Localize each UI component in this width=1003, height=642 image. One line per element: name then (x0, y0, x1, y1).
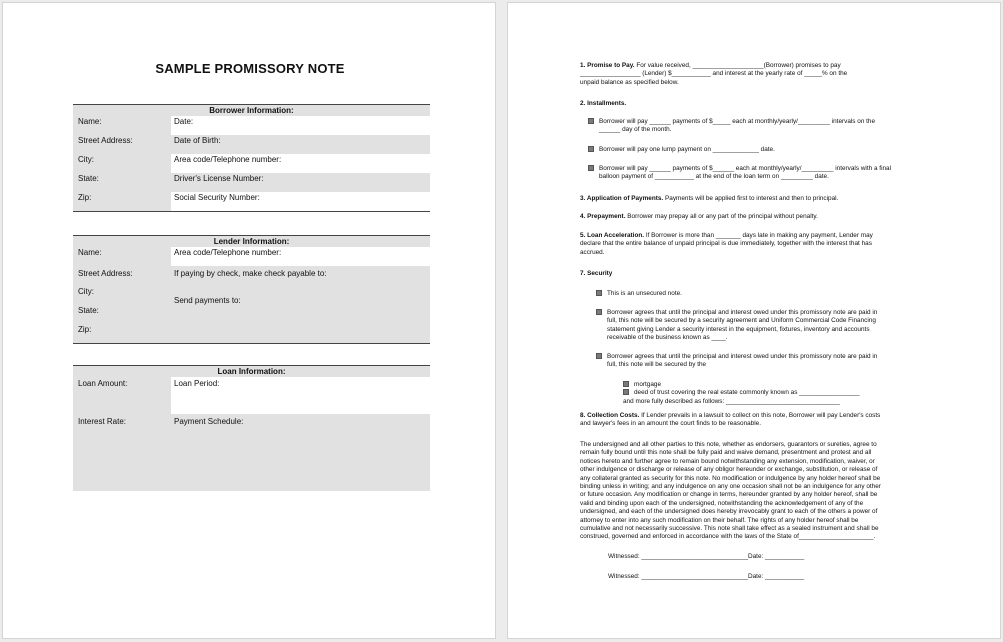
section-collection-costs (580, 412, 880, 429)
option-text: full, this note will be secured by a security agreement and Uniform Commercial Code Financing (607, 317, 876, 325)
installment-option-c (588, 165, 891, 182)
installment-option-b (588, 146, 775, 154)
checkbox-icon[interactable] (588, 165, 594, 171)
loan-period-label: Loan Period: (171, 377, 430, 414)
section-title: 3. Application of Payments. (580, 195, 664, 202)
paragraph-line: The undersigned and all other parties to this note, whether as endorsers, guarantors or sureties, agree to (580, 441, 877, 448)
lender-city-label: City: (78, 287, 94, 296)
lender-address-block (73, 266, 430, 344)
option-text: and more fully described as follows: ________________________________ (623, 397, 840, 405)
borrower-city-label: City: (73, 154, 171, 173)
section-title: 2. Installments. (580, 100, 627, 107)
borrower-table (73, 104, 430, 212)
section-security-title (580, 270, 612, 278)
paragraph-line: notices hereto and further agree to remain bound notwithstanding any extension, modification, waiver, or (580, 457, 875, 465)
borrower-row (73, 192, 430, 212)
checkbox-icon[interactable] (596, 309, 602, 315)
section-title: 1. Promise to Pay. (580, 62, 635, 69)
checkbox-icon[interactable] (623, 389, 629, 395)
borrower-row (73, 135, 430, 154)
section-text: Payments will be applied first to interest and then to principal. (665, 195, 839, 202)
lender-zip-label: Zip: (78, 325, 92, 334)
option-text: Borrower will pay one lump payment on _____________ date. (599, 146, 775, 153)
section-title: 4. Prepayment. (580, 213, 626, 220)
borrower-zip-label: Zip: (73, 192, 171, 211)
borrower-ssn-label: Social Security Number: (171, 192, 430, 211)
option-text: receivable of the business known as ____. (607, 334, 728, 342)
borrower-dob-label: Date of Birth: (174, 136, 221, 145)
checkbox-icon[interactable] (596, 353, 602, 359)
option-text: Borrower will pay ______ payments of $_____ each at monthly/yearly/_________ intervals on the (599, 118, 876, 125)
section-title: 5. Loan Acceleration. (580, 232, 645, 239)
paragraph-line: construed, governed and enforced in accordance with the laws of the State of_____________________. (580, 533, 876, 541)
section-prepayment (580, 213, 818, 221)
paragraph-line: cumulative and not necessarily successive. This note shall take effect as a sealed instrument and shall be (580, 525, 879, 533)
section-installments-title (580, 100, 626, 108)
document-title: SAMPLE PROMISSORY NOTE (155, 61, 345, 76)
borrower-state-label: State: (78, 174, 99, 183)
option-text: balloon payment of ___________ at the end of the loan term on _________ date. (599, 173, 829, 181)
section-title: 7. Security (580, 270, 613, 277)
borrower-header: Borrower Information: (73, 104, 430, 116)
paragraph-line: valid and binding upon each of the undersigned, notwithstanding the acknowledgement of any of the (580, 499, 864, 507)
borrower-date-label: Date: (171, 116, 430, 135)
loan-table (73, 365, 430, 491)
security-suboptions (623, 381, 860, 406)
checkbox-icon[interactable] (596, 290, 602, 296)
installment-option-a (588, 118, 875, 135)
payment-schedule-label: Payment Schedule: (174, 417, 244, 426)
option-text: Borrower agrees that until the principal and interest owed under this promissory note are paid in (607, 353, 878, 360)
section-text: unpaid balance as specified below. (580, 78, 679, 86)
section-title: 8. Collection Costs. (580, 412, 640, 419)
section-application-of-payments (580, 195, 838, 203)
witness-line-2: Witnessed: ______________________________Date: ___________ (608, 573, 805, 580)
checkbox-icon[interactable] (588, 146, 594, 152)
waiver-paragraph (580, 441, 930, 542)
page-one (2, 2, 496, 639)
paragraph-line: undersigned, and each of the undersigned does hereby irrevocably grant to each of the others a power of (580, 508, 878, 516)
page-two (507, 2, 1001, 639)
section-text: For value received, ____________________(Borrower) promises to pay (636, 62, 841, 69)
borrower-license-label: Driver's License Number: (174, 174, 264, 183)
interest-rate-label: Interest Rate: (78, 417, 127, 426)
option-text: ______ day of the month. (599, 126, 672, 134)
checkbox-icon[interactable] (588, 118, 594, 124)
section-text: declare that the entire balance of unpaid principal is due immediately, together with the interest that has (580, 240, 872, 248)
lender-name-label: Name: (73, 247, 171, 266)
paragraph-line: remain fully bound until this note shall be fully paid and waive demand, presentment and protest and all (580, 449, 872, 457)
witness-line-1: Witnessed: ______________________________Date: ___________ (608, 553, 805, 560)
option-text: deed of trust covering the real estate commonly known as _________________ (634, 389, 860, 397)
paragraph-line: attorney to enter into any such modification on their behalf. The rights of any holder hereof shall be (580, 516, 859, 524)
lender-row (73, 247, 430, 266)
loan-row (73, 414, 430, 491)
section-text: If Lender prevails in a lawsuit to collect on this note, Borrower will pay Lender's costs (641, 412, 881, 419)
section-text: and lawyer's fees in an amount the court finds to be reasonable. (580, 420, 761, 428)
paragraph-line: or future occasion. Any modification or change in terms, hereunder granted by any holder hereof, shall be (580, 491, 878, 499)
loan-header: Loan Information: (73, 365, 430, 377)
lender-check-payable-label: If paying by check, make check payable to: (174, 269, 327, 278)
lender-street-label: Street Address: (78, 269, 133, 278)
borrower-street-label: Street Address: (78, 136, 133, 145)
borrower-phone-label: Area code/Telephone number: (171, 154, 430, 173)
loan-amount-label: Loan Amount: (73, 377, 171, 414)
borrower-row (73, 116, 430, 135)
option-text: Borrower agrees that until the principal and interest owed under this promissory note are paid in (607, 309, 878, 316)
loan-row (73, 377, 430, 414)
option-text: full, this note will be secured by the (607, 361, 707, 369)
security-option-agreement (596, 309, 877, 343)
section-text: accrued. (580, 248, 605, 256)
paragraph-line: binding unless in writing; and any indulgence on any one occasion shall not be an indulgence for any other (580, 483, 881, 491)
option-text: mortgage (634, 381, 661, 388)
section-loan-acceleration (580, 232, 873, 257)
borrower-row (73, 154, 430, 173)
option-text: statement giving Lender a security interest in the equipment, fixtures, inventory and accounts (607, 325, 870, 333)
option-text: This is an unsecured note. (607, 290, 682, 297)
paragraph-line: other indulgence or discharge or release of any obligor hereunder or exchange, substitution, or release of (580, 466, 878, 474)
lender-phone-label: Area code/Telephone number: (171, 247, 430, 266)
lender-send-payments-label: Send payments to: (174, 296, 241, 305)
lender-state-label: State: (78, 306, 99, 315)
lender-table (73, 235, 430, 344)
lender-header: Lender Information: (73, 235, 430, 247)
paragraph-line: any collateral granted as security for this note. No modification or indulgence by any holder hereof shall be (580, 474, 881, 482)
section-promise-to-pay (580, 62, 847, 87)
checkbox-icon[interactable] (623, 381, 629, 387)
borrower-row (73, 173, 430, 192)
borrower-name-label: Name: (73, 116, 171, 135)
option-text: Borrower will pay ______ payments of $______ each at monthly/yearly/_________ intervals with a final (599, 165, 892, 172)
security-option-real-estate (596, 353, 877, 370)
section-text: If Borrower is more than _______ days late in making any payment, Lender may (645, 232, 873, 239)
section-text: Borrower may prepay all or any part of the principal without penalty. (627, 213, 818, 220)
section-text: _________________ (Lender) $___________ and interest at the yearly rate of _____% on the (580, 70, 848, 78)
security-option-unsecured (596, 290, 682, 298)
